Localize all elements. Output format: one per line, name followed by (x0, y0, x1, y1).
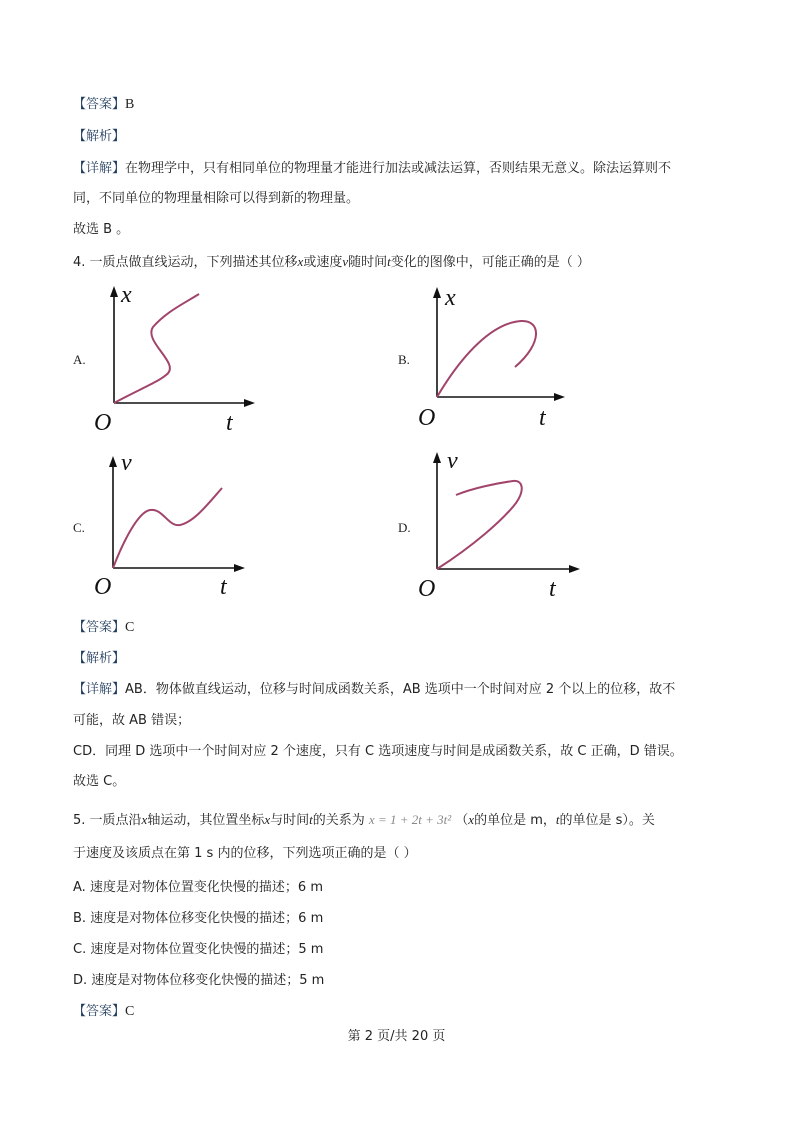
conclusion-q3: 故选 B 。 (73, 222, 130, 237)
x-axis-arrow (234, 564, 245, 572)
answer-label: 【答案】 (73, 97, 126, 112)
option-b-graph (413, 283, 593, 438)
answer-line-q4 (73, 619, 134, 637)
y-axis-label: x (121, 282, 132, 308)
y-axis-arrow (109, 456, 117, 467)
x-axis-label: t (220, 574, 227, 600)
y-axis-label: v (447, 448, 458, 474)
y-axis-arrow (433, 287, 441, 298)
option-b-letter: B. (398, 352, 410, 367)
answer-value: C (125, 1004, 135, 1019)
detail-line-q4-1: 【详解】AB．物体做直线运动，位移与时间成函数关系，AB 选项中一个时间对应 2 个以上的位移，故不 (73, 682, 676, 697)
answer-label: 【答案】 (73, 1004, 126, 1019)
x-axis-arrow (554, 393, 565, 401)
curve (113, 488, 222, 568)
q5-option-a: A. 速度是对物体位置变化快慢的描述；6 m (73, 880, 323, 895)
conclusion-q4: 故选 C。 (73, 774, 126, 789)
answer-value: B (125, 97, 135, 112)
x-axis-arrow (569, 565, 580, 573)
analysis-label-q3: 【解析】 (73, 129, 126, 144)
x-axis-label: t (539, 405, 546, 431)
q5-option-b: B. 速度是对物体位移变化快慢的描述；6 m (73, 911, 324, 926)
answer-line-q3 (73, 96, 134, 114)
x-axis-label: t (226, 410, 233, 436)
answer-line-q5 (73, 1003, 134, 1021)
y-axis-arrow (433, 452, 441, 463)
detail-line-q3-2: 同，不同单位的物理量相除可以得到新的物理量。 (73, 191, 360, 206)
question-4-stem: 4. 一质点做直线运动，下列描述其位移x或速度v随时间t变化的图像中，可能正确的是（ ） (73, 254, 590, 270)
question-5-stem-line2: 于速度及该质点在第 1 s 内的位移，下列选项正确的是（ ） (73, 846, 417, 861)
q5-option-d: D. 速度是对物体位移变化快慢的描述；5 m (73, 973, 325, 988)
q5-option-c: C. 速度是对物体位置变化快慢的描述；5 m (73, 942, 324, 957)
origin-label: O (418, 576, 436, 602)
x-axis-label: t (549, 576, 556, 602)
detail-label: 【详解】 (73, 682, 126, 697)
option-a-graph (88, 282, 268, 437)
curve (437, 321, 536, 397)
analysis-label-q4: 【解析】 (73, 651, 126, 666)
option-c-graph (88, 452, 268, 607)
detail-line-q4-2: 可能，故 AB 错误； (73, 713, 191, 728)
curve (114, 294, 199, 403)
option-c-letter: C. (73, 520, 85, 535)
answer-value: C (125, 620, 135, 635)
option-d-letter: D. (398, 520, 411, 535)
option-d-graph (413, 448, 593, 608)
detail-line-q4-3: CD．同理 D 选项中一个时间对应 2 个速度，只有 C 选项速度与时间是成函数关系，故 C 正确，D 错误。 (73, 744, 683, 759)
question-5-stem-line1: 5. 一质点沿x轴运动，其位置坐标x与时间t的关系为 x = 1 + 2t + 3t² （x的单位是 m，t的单位是 s）。关 (73, 812, 655, 828)
answer-label: 【答案】 (73, 620, 126, 635)
y-axis-label: v (121, 450, 132, 476)
y-axis-arrow (110, 286, 118, 297)
y-axis-label: x (445, 285, 456, 311)
x-axis-arrow (244, 399, 255, 407)
origin-label: O (418, 405, 436, 431)
detail-line-q3-1: 【详解】在物理学中，只有相同单位的物理量才能进行加法或减法运算，否则结果无意义。除法运算则不 (73, 161, 672, 176)
curve (437, 481, 522, 569)
detail-label: 【详解】 (73, 161, 126, 176)
page-footer: 第 2 页/共 20 页 (347, 1029, 446, 1044)
option-a-letter: A. (73, 352, 86, 367)
position-formula: x = 1 + 2t + 3t² (368, 812, 452, 827)
origin-label: O (94, 410, 112, 436)
origin-label: O (94, 574, 112, 600)
